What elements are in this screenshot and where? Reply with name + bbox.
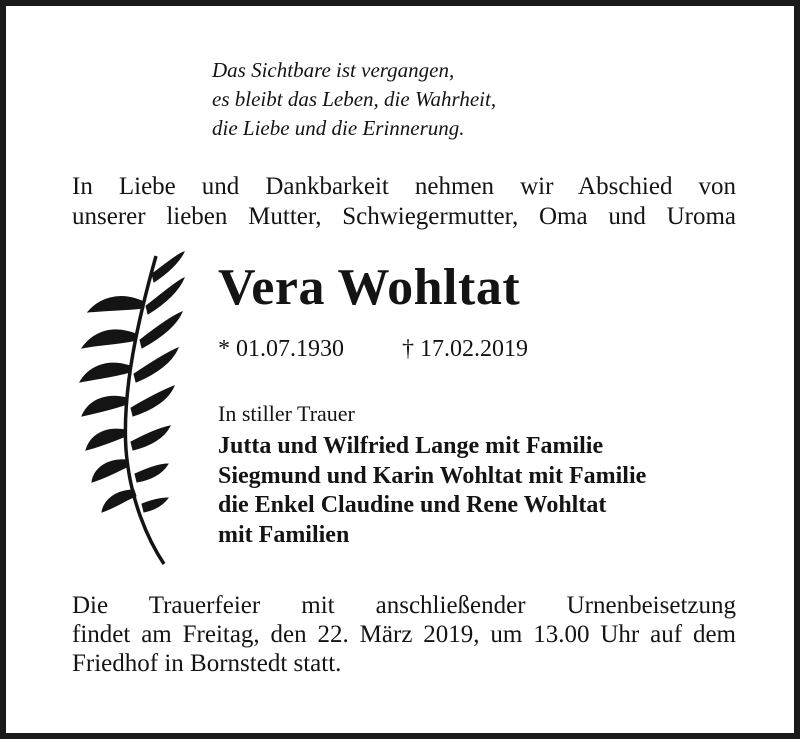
funeral-info-line: Friedhof in Bornstedt statt.	[72, 650, 342, 677]
mourners-list	[218, 432, 646, 550]
mourner-line: Siegmund und Karin Wohltat mit Familie	[218, 462, 647, 489]
birth-date: * 01.07.1930	[218, 336, 344, 362]
deceased-name: Vera Wohltat	[218, 259, 521, 316]
intro-line: In Liebe und Dankbarkeit nehmen wir Abschied von	[72, 173, 736, 200]
poem-line: es bleibt das Leben, die Wahrheit,	[212, 87, 497, 111]
poem-line: die Liebe und die Erinnerung.	[212, 116, 465, 140]
mourners-intro: In stiller Trauer	[218, 401, 355, 426]
death-date: † 17.02.2019	[402, 336, 528, 362]
intro-line: unserer lieben Mutter, Schwiegermutter, Oma und Uroma	[72, 203, 736, 230]
funeral-info-line: Die Trauerfeier mit anschließender Urnenbeisetzung	[72, 592, 736, 619]
mourner-line: die Enkel Claudine und Rene Wohltat	[218, 492, 607, 518]
memorial-poem	[212, 56, 496, 143]
mourner-line: Jutta und Wilfried Lange mit Familie	[218, 433, 604, 459]
poem-line: Das Sichtbare ist vergangen,	[212, 58, 455, 82]
mourner-line: mit Familien	[218, 521, 350, 548]
life-dates	[218, 334, 528, 364]
funeral-info-line: findet am Freitag, den 22. März 2019, um 13.00 Uhr auf dem	[72, 621, 736, 648]
palm-leaf-icon	[78, 250, 188, 570]
